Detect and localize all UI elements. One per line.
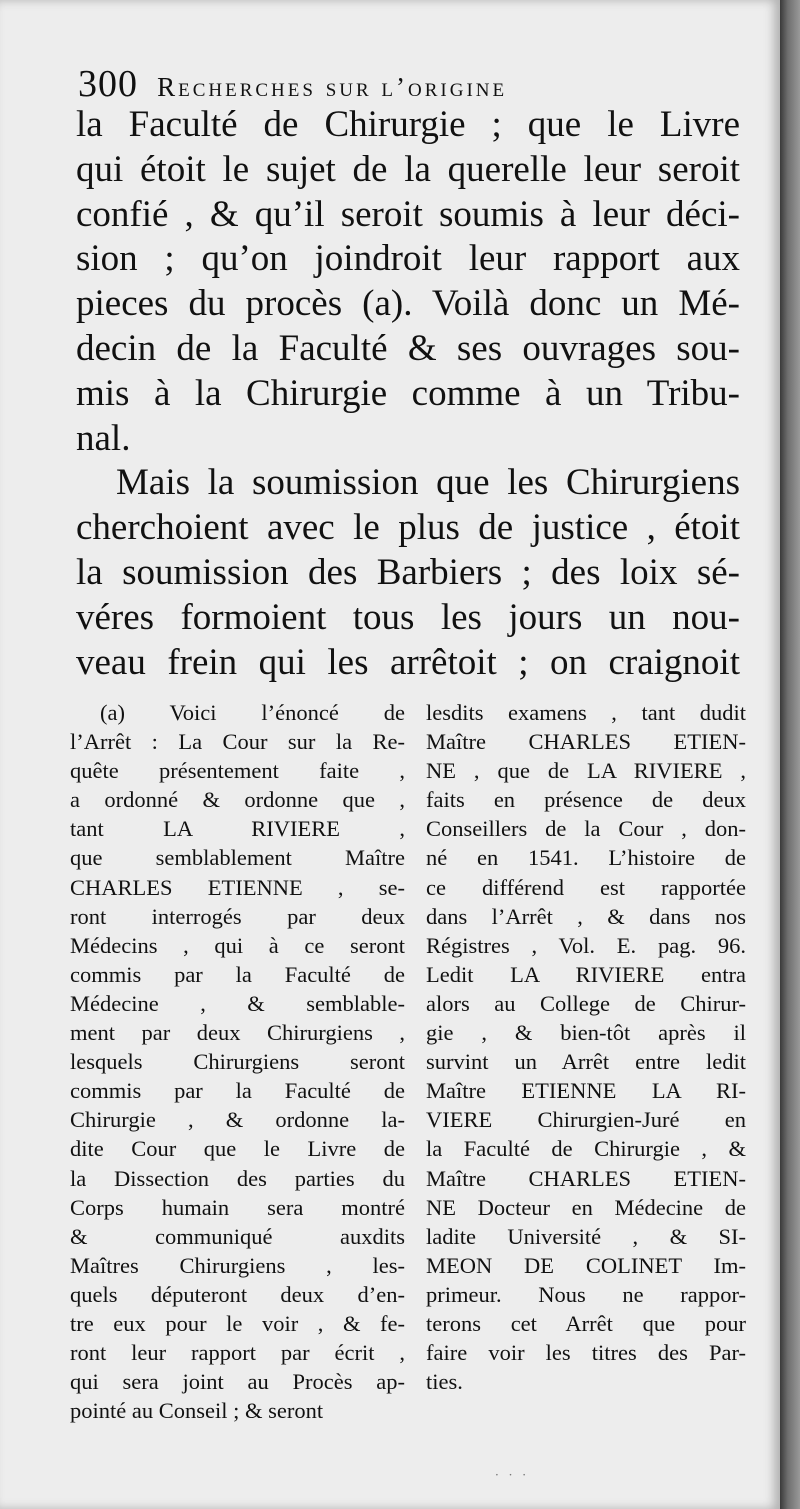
footnote-line: quête présentement faite , [70,758,405,784]
footnote-line: ladite Université , & SI- [426,1223,746,1249]
footnote-line: CHARLES ETIENNE , se- [70,874,405,900]
footnote-line: qui sera joint au Procès ap- [70,1369,405,1395]
page-header [78,62,698,108]
page-number: 300 [78,63,138,105]
footnote-line: Maître CHARLES ETIEN- [426,1165,746,1191]
footnote-line: Ledit LA RIVIERE entra [426,961,746,987]
footnote-line: alors au College de Chirur- [426,990,746,1016]
text-line: Mais la soumission que les Chirurgiens [116,462,740,504]
footnote-line: tre eux pour le voir , & fe- [70,1310,405,1336]
footnote-line: Corps humain sera montré [70,1194,405,1220]
running-title: Recherches sur l’origine [157,72,508,102]
footnote-column-right [426,698,746,1396]
footnote-line: terons cet Arrêt que pour [426,1310,746,1336]
footnotes [70,698,746,1424]
text-line: nal. [76,417,131,459]
footnote-line: Chirurgie , & ordonne la- [70,1107,405,1133]
footnote-line: VIERE Chirurgien-Juré en [426,1107,746,1133]
footnote-line: ront leur rapport par écrit , [70,1340,405,1366]
text-line: sion ; qu’on joindroit leur rapport aux [76,238,740,280]
footnote-line: l’Arrêt : La Cour sur la Re- [70,729,405,755]
footnote-line: MEON DE COLINET Im- [426,1252,746,1278]
footnote-line: commis par la Faculté de [70,961,405,987]
footnote-line: commis par la Faculté de [70,1078,405,1104]
footnote-line: dans l’Arrêt , & dans nos [426,903,746,929]
footnote-line: Maître CHARLES ETIEN- [426,729,746,755]
footnote-line: ties. [426,1369,463,1395]
text-line: cherchoient avec le plus de justice , étoit [76,507,740,549]
footnote-line: NE Docteur en Médecine de [426,1194,746,1220]
footnote-line: pointé au Conseil ; & seront [70,1398,324,1424]
footnote-line: la Faculté de Chirurgie , & [426,1136,746,1162]
footnote-line: Maître ETIENNE LA RI- [426,1078,746,1104]
text-line: veau frein qui les arrêtoit ; on craignoit [76,641,740,683]
footnote-line: faits en présence de deux [426,787,746,813]
text-line: decin de la Faculté & ses ouvrages sou- [76,327,740,369]
text-line: la soumission des Barbiers ; des loix sé- [76,551,740,593]
footnote-line: NE , que de LA RIVIERE , [426,758,746,784]
text-line: confié , & qu’il seroit soumis à leur déci- [76,193,740,235]
footnote-line: gie , & bien-tôt après il [426,1020,746,1046]
text-line: qui étoit le sujet de la querelle leur seroit [76,148,740,190]
footnote-line: ront interrogés par deux [70,903,405,929]
footnote-line: la Dissection des parties du [70,1165,405,1191]
footnote-line: ment par deux Chirurgiens , [70,1020,405,1046]
text-line: véres formoient tous les jours un nou- [76,596,740,638]
footnote-line: dite Cour que le Livre de [70,1136,405,1162]
page-edge-shadow [780,0,800,1509]
footnote-line: & communiqué auxdits [70,1223,405,1249]
footnote-line: né en 1541. L’histoire de [426,845,746,871]
footnote-line: ce différend est rapportée [426,874,746,900]
footnote-line: lesquels Chirurgiens seront [70,1049,405,1075]
main-text [76,103,740,685]
footnote-line: a ordonné & ordonne que , [70,787,405,813]
footnote-line: Médecins , qui à ce seront [70,932,405,958]
text-line: mis à la Chirurgie comme à un Tribu- [76,372,740,414]
footnote-column-left [70,698,405,1425]
footnote-line: (a) Voici l’énoncé de [100,700,405,725]
footnote-line: faire voir les titres des Par- [426,1340,746,1366]
footnote-line: Conseillers de la Cour , don- [426,816,746,842]
text-line: pieces du procès (a). Voilà donc un Mé- [76,283,740,325]
footnote-line: quels députeront deux d’en- [70,1281,405,1307]
footnote-line: Médecine , & semblable- [70,990,405,1016]
footnote-line: Régistres , Vol. E. pag. 96. [426,932,746,958]
footnote-line: primeur. Nous ne rappor- [426,1281,746,1307]
ink-speck-mark: · · · [495,1468,530,1482]
footnote-line: que semblablement Maître [70,845,405,871]
footnote-line: tant LA RIVIERE , [70,816,405,842]
footnote-line: survint un Arrêt entre ledit [426,1049,746,1075]
text-line: la Faculté de Chirurgie ; que le Livre [76,104,740,145]
footnote-line: Maîtres Chirurgiens , les- [70,1252,405,1278]
footnote-line: lesdits examens , tant dudit [426,700,746,725]
